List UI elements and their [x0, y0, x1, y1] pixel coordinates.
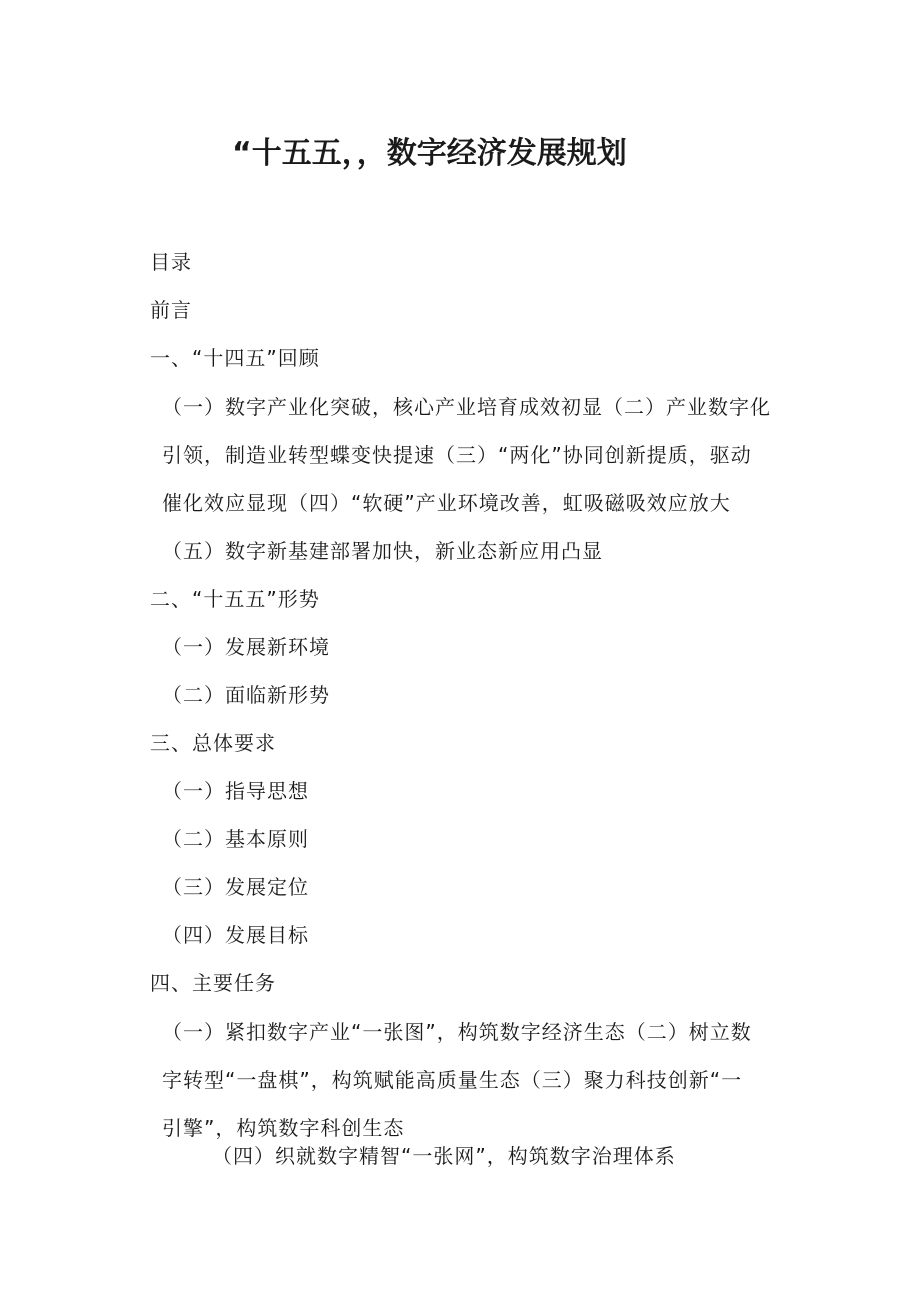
toc-section-1-line: （五）数字新基建部署加快，新业态新应用凸显: [162, 539, 603, 563]
toc-section-1-line: 催化效应显现（四）“软硬”产业环境改善，虹吸磁吸效应放大: [162, 491, 731, 515]
toc-section-3-heading: 三、总体要求: [150, 731, 276, 755]
toc-section-3-item: （四）发展目标: [162, 923, 309, 947]
toc-section-3-item: （三）发展定位: [162, 875, 309, 899]
toc-section-2-heading: 二、“十五五”形势: [150, 587, 320, 611]
document-title: “十五五，，数字经济发展规划: [232, 136, 627, 171]
toc-section-1-line: （一）数字产业化突破，核心产业培育成效初显（二）产业数字化: [162, 395, 771, 419]
toc-section-4-line: 字转型“一盘棋”，构筑赋能高质量生态（三）聚力科技创新“一: [162, 1068, 743, 1092]
toc-section-4-heading: 四、主要任务: [150, 971, 276, 995]
toc-section-4-line: （四）织就数字精智“一张网”，构筑数字治理体系: [212, 1144, 676, 1168]
toc-item-preface: 前言: [150, 298, 192, 322]
toc-section-4-line: 引擎”，构筑数字科创生态: [162, 1116, 405, 1140]
toc-section-4-line: （一）紧扣数字产业“一张图”，构筑数字经济生态（二）树立数: [162, 1020, 752, 1044]
toc-heading: 目录: [150, 250, 192, 274]
toc-section-1-line: 引领，制造业转型蝶变快提速（三）“两化”协同创新提质，驱动: [162, 443, 752, 467]
toc-section-3-item: （一）指导思想: [162, 779, 309, 803]
toc-section-2-item: （一）发展新环境: [162, 635, 330, 659]
toc-section-2-item: （二）面临新形势: [162, 683, 330, 707]
toc-section-3-item: （二）基本原则: [162, 827, 309, 851]
toc-section-1-heading: 一、“十四五”回顾: [150, 346, 320, 370]
